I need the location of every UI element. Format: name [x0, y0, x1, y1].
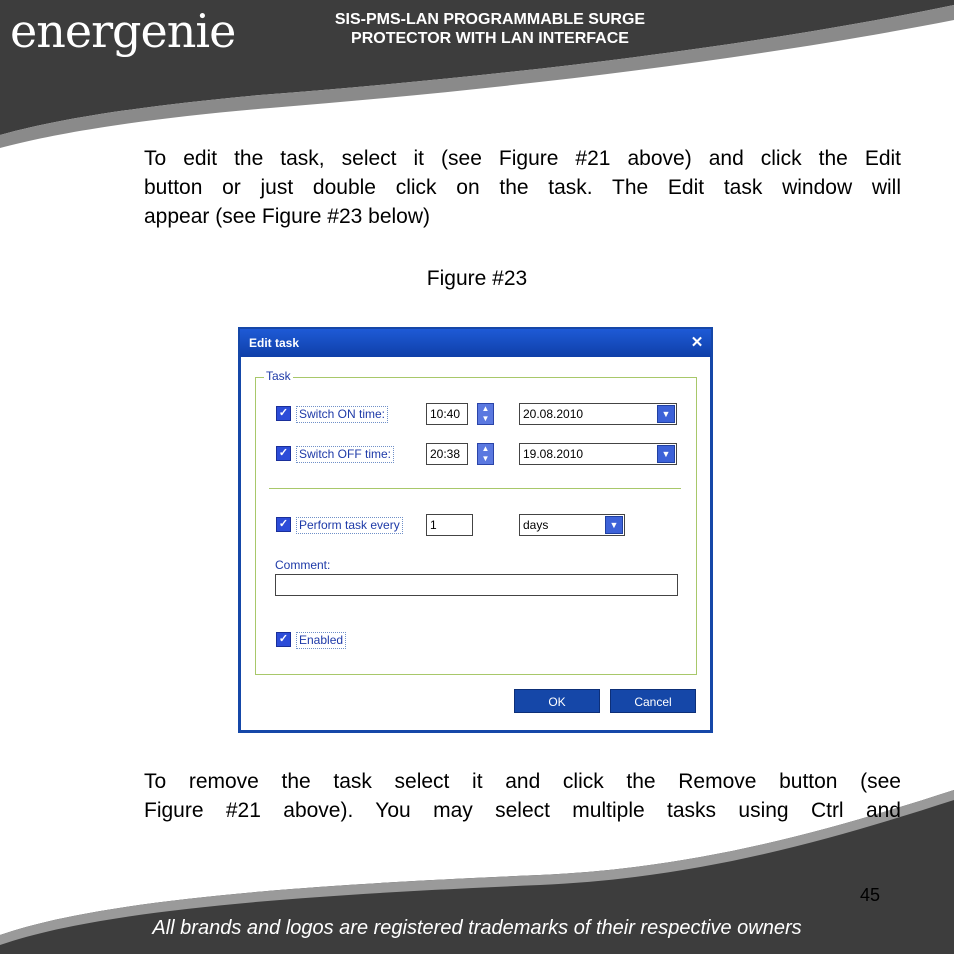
group-label: Task	[266, 369, 291, 383]
comment-input[interactable]	[275, 574, 678, 596]
paragraph-line: button or just double click on the task. The Edit task window will	[144, 176, 901, 199]
spin-up-icon[interactable]: ▲	[481, 404, 490, 413]
spin-down-icon[interactable]: ▼	[481, 454, 490, 463]
chevron-down-icon[interactable]: ▼	[605, 516, 623, 534]
switch-on-date-value: 20.08.2010	[523, 407, 584, 421]
footer-trademark: All brands and logos are registered trademarks of their respective owners	[152, 917, 802, 939]
switch-off-date-select[interactable]	[519, 443, 677, 465]
dialog-titlebar	[240, 329, 711, 357]
close-icon[interactable]: ✕	[690, 334, 704, 351]
paragraph-edit-task	[144, 144, 901, 231]
paragraph-line: To remove the task select it and click the Remove button (see	[144, 770, 901, 793]
switch-on-time-spinner[interactable]	[477, 403, 494, 425]
enabled-label: Enabled	[296, 632, 346, 649]
switch-on-time-input[interactable]: 10:40	[426, 403, 468, 425]
cancel-button[interactable]: Cancel	[610, 689, 696, 713]
paragraph-remove-task	[144, 767, 901, 825]
chevron-down-icon[interactable]: ▼	[657, 405, 675, 423]
switch-on-date-select[interactable]	[519, 403, 677, 425]
title-line-2: PROTECTOR WITH LAN INTERFACE	[351, 30, 629, 47]
ok-button[interactable]: OK	[514, 689, 600, 713]
figure-caption: Figure #23	[426, 267, 528, 290]
switch-off-time-input[interactable]: 20:38	[426, 443, 468, 465]
paragraph-line: Figure #21 above). You may select multiple tasks using Ctrl and	[144, 799, 901, 822]
paragraph-line: appear (see Figure #23 below)	[144, 205, 431, 228]
dialog-body	[241, 357, 710, 730]
paragraph-line: To edit the task, select it (see Figure #21 above) and click the Edit	[144, 147, 901, 170]
dialog-title: Edit task	[249, 336, 300, 350]
switch-off-label: Switch OFF time:	[296, 446, 394, 463]
task-group	[255, 369, 697, 675]
spin-down-icon[interactable]: ▼	[481, 414, 490, 423]
document-title	[290, 10, 690, 48]
comment-label: Comment:	[275, 558, 331, 572]
perform-label: Perform task every	[296, 517, 403, 534]
chevron-down-icon[interactable]: ▼	[657, 445, 675, 463]
spin-up-icon[interactable]: ▲	[481, 444, 490, 453]
separator	[269, 488, 681, 489]
switch-off-checkbox[interactable]: ✓	[276, 446, 291, 461]
page-number: 45	[860, 885, 881, 905]
switch-on-checkbox[interactable]: ✓	[276, 406, 291, 421]
perform-checkbox[interactable]: ✓	[276, 517, 291, 532]
switch-on-label: Switch ON time:	[296, 406, 388, 423]
enabled-checkbox[interactable]: ✓	[276, 632, 291, 647]
edit-task-dialog	[238, 327, 713, 733]
perform-interval-input[interactable]: 1	[426, 514, 473, 536]
energenie-logo: energenie	[10, 4, 236, 58]
switch-off-time-spinner[interactable]	[477, 443, 494, 465]
perform-unit-value: days	[523, 518, 549, 532]
switch-off-date-value: 19.08.2010	[523, 447, 584, 461]
perform-unit-select[interactable]	[519, 514, 625, 536]
title-line-1: SIS-PMS-LAN PROGRAMMABLE SURGE	[334, 11, 646, 28]
